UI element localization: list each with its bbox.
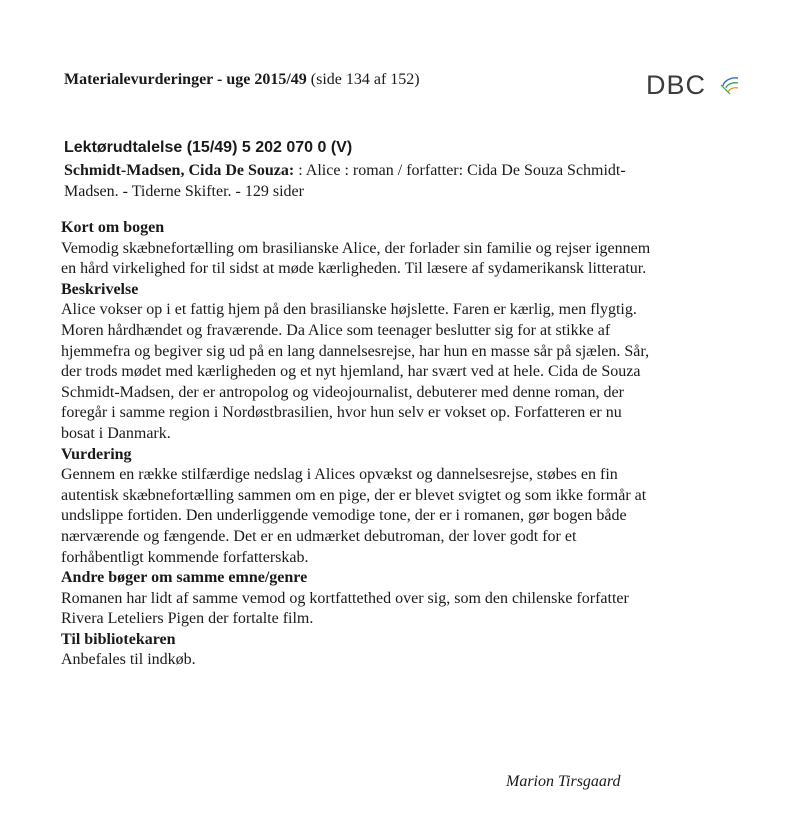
section-heading-kort-om-bogen: Kort om bogen xyxy=(61,219,165,236)
logo-text: DBC xyxy=(646,70,707,100)
review-body xyxy=(61,218,651,671)
section-text-vurdering: Gennem en række stilfærdige nedslag i Alices opvækst og dannelsesrejse, støbes en fin autentisk skæbnefortælling sammen om en pige, der er blevet svigtet og som ikke formår at undslippe fortiden. Den underliggende vemodige tone, der er i romanen, gør bogen både nærværende og fængende. Det er en udmærket debutroman, der lover godt for et forhåbentligt kommende forfatterskab. xyxy=(61,466,647,566)
review-title: Lektørudtalelse (15/49) 5 202 070 0 (V) xyxy=(64,139,353,156)
logo-swirl-icon xyxy=(718,74,740,96)
header-title: Materialevurderinger - uge 2015/49 xyxy=(64,71,307,88)
page-header xyxy=(64,70,724,90)
section-heading-til-bibliotekaren: Til bibliotekaren xyxy=(61,630,176,648)
author-name: Schmidt-Madsen, Cida De Souza: xyxy=(64,162,295,179)
section-text-beskrivelse: Alice vokser op i et fattig hjem på den brasilianske højslette. Faren er kærlig, men flygtig. Moren hårdhændet og fraværende. Da Alice som teenager beslutter sig for at stikke af hjemmefra og begiver sig ud på en lang dannelsesrejse, har hun en masse sår på sjælen. Sår, der trods mødet med kærligheden og et nyt hjemland, har svært ved at hele. Cida de Souza Schmidt-Madsen, der er antropolog og videojournalist, debuterer med denne roman, der foregår i samme region i Nordøstbrasilien, hvor hun selv er vokset op. Forfatteren er nu bosat i Danmark. xyxy=(61,301,650,442)
header-page-info: (side 134 af 152) xyxy=(310,71,420,88)
section-heading-beskrivelse: Beskrivelse xyxy=(61,280,139,298)
section-heading-vurdering: Vurdering xyxy=(61,445,132,463)
section-text-kort-om-bogen: Vemodig skæbnefortælling om brasilianske Alice, der forlader sin familie og rejser igennem en hård virkelighed for til sidst at møde kærligheden. Til læsere af sydamerikansk litteratur. xyxy=(61,239,651,278)
section-text-til-bibliotekaren: Anbefales til indkøb. xyxy=(61,651,196,669)
section-text-andre-boeger: Romanen har lidt af samme vemod og kortfattethed over sig, som den chilenske forfatter Rivera Leteliers Pigen der fortalte film. xyxy=(61,589,629,628)
section-heading-andre-boeger: Andre bøger om samme emne/genre xyxy=(61,569,308,587)
reviewer-signature: Marion Tirsgaard xyxy=(506,773,621,790)
bibliographic-entry xyxy=(64,160,664,202)
bibliographic-details: : Alice : roman / forfatter: Cida De Souza Schmidt-Madsen. - Tiderne Skifter. - 129 sider xyxy=(64,162,626,200)
dbc-logo xyxy=(646,68,746,102)
